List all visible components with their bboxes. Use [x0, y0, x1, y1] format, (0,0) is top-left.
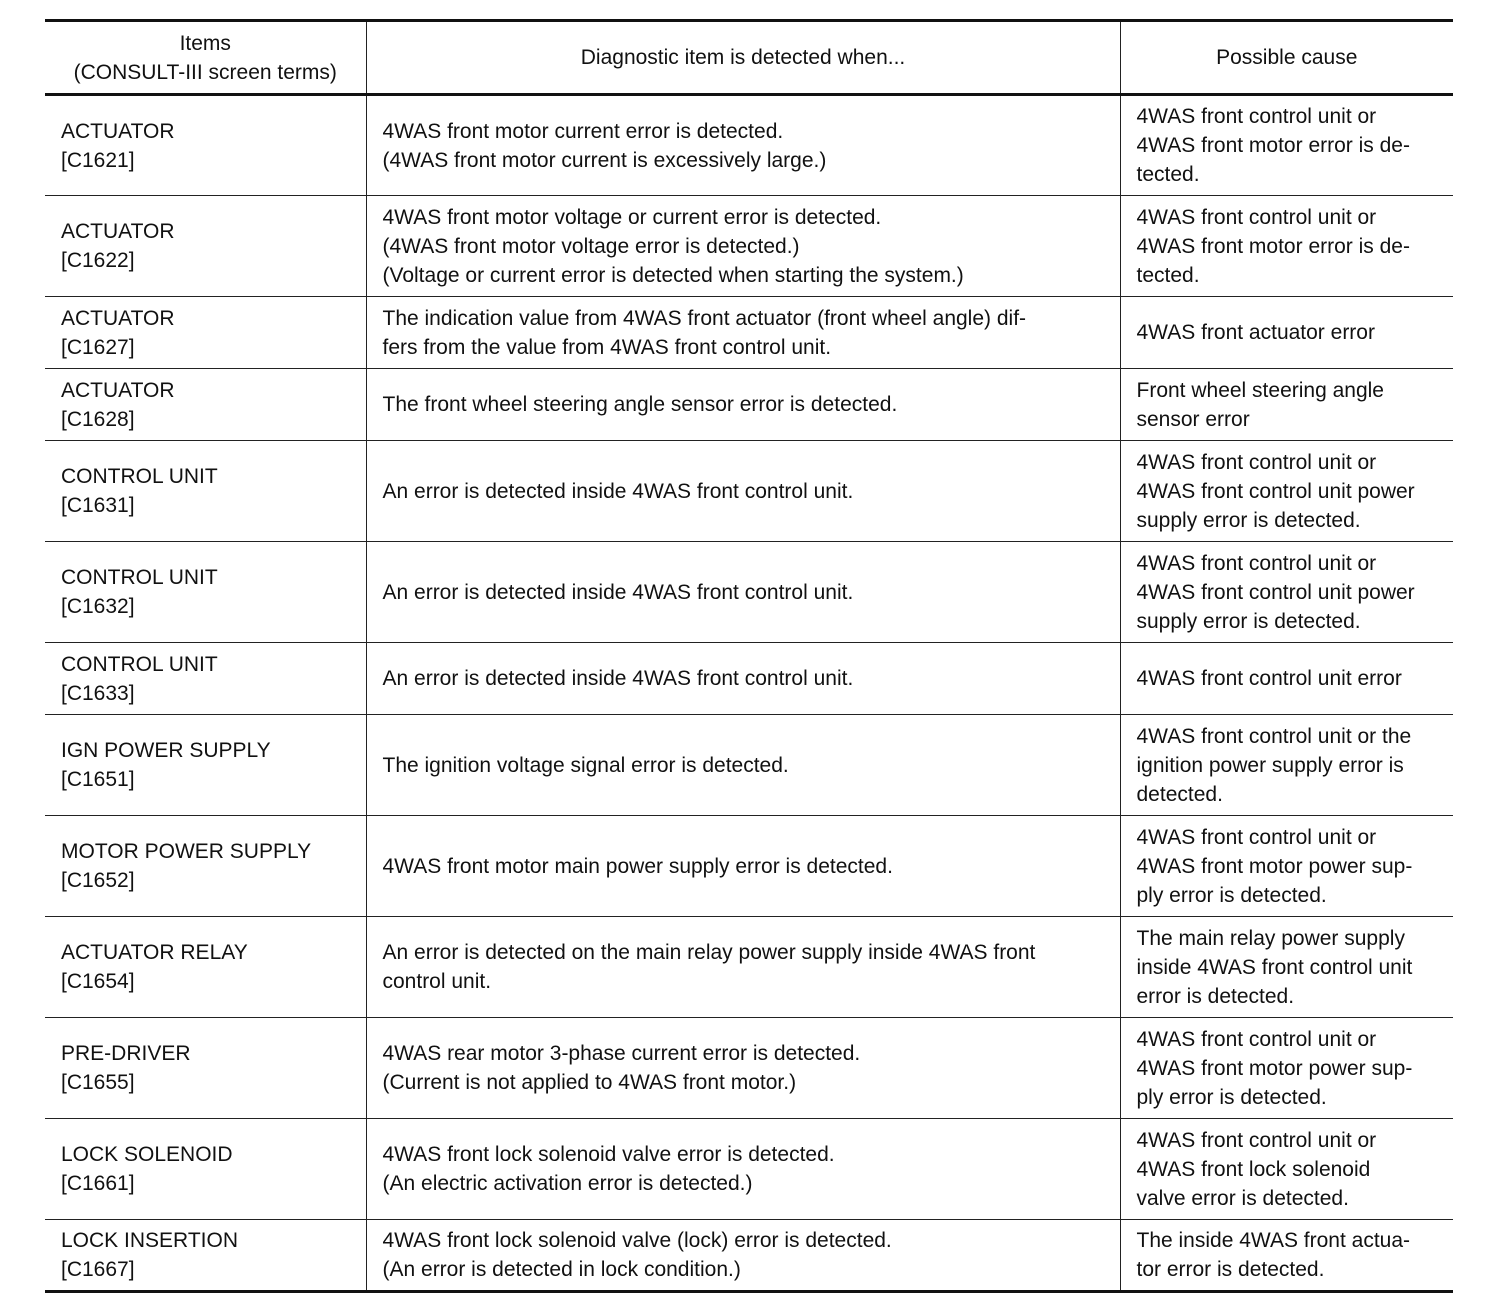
item-name: ACTUATOR [61, 220, 175, 243]
cause-line: 4WAS front motor power sup- [1136, 1056, 1413, 1080]
cause-cell [1120, 917, 1453, 1018]
detected-line: An error is detected inside 4WAS front control unit. [382, 667, 854, 690]
detected-cell [366, 1220, 1120, 1292]
item-name: ACTUATOR [61, 378, 175, 402]
cause-cell [1120, 1220, 1453, 1292]
detected-line: 4WAS front motor current error is detected. [382, 119, 784, 143]
header-items-line2: (CONSULT-III screen terms) [73, 60, 337, 84]
detected-line: 4WAS front motor voltage or current error is detected. [382, 205, 882, 229]
cause-line: tected. [1136, 263, 1200, 287]
cause-line: 4WAS front control unit or [1136, 1128, 1377, 1152]
table-row [45, 542, 1453, 643]
table-row [45, 1018, 1453, 1119]
item-cell [45, 715, 366, 816]
cause-line: 4WAS front motor error is de- [1136, 134, 1410, 157]
detected-cell [366, 196, 1120, 297]
item-cell [45, 95, 366, 196]
cause-line: 4WAS front control unit power [1136, 479, 1415, 503]
cause-cell [1120, 1119, 1453, 1220]
cause-line: supply error is detected. [1136, 609, 1361, 633]
table-row [45, 441, 1453, 542]
cause-line: 4WAS front motor error is de- [1136, 234, 1410, 258]
detected-cell [366, 95, 1120, 196]
table-body [45, 95, 1453, 1292]
cause-cell [1120, 542, 1453, 643]
cause-line: Front wheel steering angle [1136, 378, 1384, 402]
cause-line: sensor error [1136, 407, 1250, 431]
item-cell [45, 196, 366, 297]
cause-line: tor error is detected. [1136, 1258, 1325, 1281]
detected-cell [366, 297, 1120, 369]
detected-cell [366, 1119, 1120, 1220]
item-code: [C1651] [61, 768, 135, 791]
detected-line: An error is detected on the main relay power supply inside 4WAS front [382, 941, 1036, 964]
item-cell [45, 1018, 366, 1119]
cause-line: 4WAS front control unit or [1136, 105, 1377, 128]
detected-cell [366, 643, 1120, 715]
item-name: MOTOR POWER SUPPLY [61, 840, 312, 863]
item-name: CONTROL UNIT [61, 566, 218, 589]
cause-line: tected. [1136, 163, 1200, 186]
cause-line: 4WAS front control unit or [1136, 205, 1377, 229]
item-cell [45, 441, 366, 542]
cause-line: 4WAS front actuator error [1136, 321, 1375, 344]
detected-cell [366, 542, 1120, 643]
detected-cell [366, 441, 1120, 542]
detected-line: 4WAS front lock solenoid valve error is detected. [382, 1143, 835, 1166]
cause-cell [1120, 297, 1453, 369]
cause-cell [1120, 816, 1453, 917]
item-name: PRE-DRIVER [61, 1042, 191, 1065]
table-row [45, 715, 1453, 816]
item-code: [C1621] [61, 148, 135, 172]
cause-line: 4WAS front control unit or [1136, 450, 1377, 474]
cause-line: The main relay power supply [1136, 926, 1405, 950]
cause-cell [1120, 441, 1453, 542]
item-code: [C1667] [61, 1258, 135, 1281]
cause-line: 4WAS front control unit error [1136, 667, 1402, 690]
item-cell [45, 297, 366, 369]
table-row [45, 95, 1453, 196]
item-cell [45, 369, 366, 441]
detected-line: (4WAS front motor voltage error is detected.) [382, 234, 800, 258]
item-name: CONTROL UNIT [61, 465, 218, 488]
item-code: [C1628] [61, 407, 135, 431]
item-cell [45, 542, 366, 643]
item-name: LOCK SOLENOID [61, 1143, 233, 1166]
table-row [45, 643, 1453, 715]
item-cell [45, 643, 366, 715]
item-code: [C1661] [61, 1172, 135, 1195]
cause-cell [1120, 715, 1453, 816]
detected-cell [366, 369, 1120, 441]
detected-line: 4WAS rear motor 3-phase current error is detected. [382, 1042, 861, 1065]
cause-line: 4WAS front control unit or [1136, 551, 1377, 575]
table-row [45, 369, 1453, 441]
table-header [45, 21, 1453, 95]
detected-line: (An electric activation error is detected.) [382, 1172, 753, 1195]
table-row [45, 196, 1453, 297]
cause-line: 4WAS front lock solenoid [1136, 1157, 1371, 1181]
detected-line: (Voltage or current error is detected when starting the system.) [382, 263, 964, 287]
item-code: [C1652] [61, 869, 135, 892]
item-name: ACTUATOR [61, 306, 175, 330]
detected-line: 4WAS front motor main power supply error is detected. [382, 854, 893, 878]
cause-cell [1120, 196, 1453, 297]
detected-line: control unit. [382, 970, 492, 993]
item-code: [C1627] [61, 335, 135, 359]
detected-line: An error is detected inside 4WAS front control unit. [382, 479, 854, 503]
item-name: LOCK INSERTION [61, 1229, 238, 1252]
detected-cell [366, 917, 1120, 1018]
cause-line: ply error is detected. [1136, 883, 1327, 907]
cause-line: error is detected. [1136, 984, 1295, 1008]
detected-line: fers from the value from 4WAS front control unit. [382, 335, 832, 359]
table-row [45, 297, 1453, 369]
cause-line: ignition power supply error is [1136, 753, 1404, 777]
cause-line: 4WAS front control unit or the [1136, 724, 1412, 748]
cause-line: detected. [1136, 782, 1223, 806]
detected-line: (Current is not applied to 4WAS front motor.) [382, 1071, 797, 1094]
cause-line: valve error is detected. [1136, 1186, 1349, 1210]
item-code: [C1655] [61, 1071, 135, 1094]
item-code: [C1633] [61, 681, 135, 705]
item-name: ACTUATOR RELAY [61, 941, 248, 964]
item-cell [45, 1220, 366, 1292]
table-row [45, 917, 1453, 1018]
cause-line: ply error is detected. [1136, 1085, 1327, 1109]
cause-line: 4WAS front motor power sup- [1136, 854, 1413, 878]
item-cell [45, 1119, 366, 1220]
detected-line: The ignition voltage signal error is detected. [382, 753, 789, 777]
cause-line: The inside 4WAS front actua- [1136, 1229, 1411, 1252]
diagnostic-table [45, 19, 1453, 1293]
table-row [45, 1119, 1453, 1220]
item-name: ACTUATOR [61, 119, 175, 143]
item-code: [C1622] [61, 249, 135, 272]
item-name: CONTROL UNIT [61, 652, 218, 676]
header-cause: Possible cause [1120, 21, 1453, 95]
detected-line: (An error is detected in lock condition.) [382, 1258, 741, 1281]
table-row [45, 816, 1453, 917]
item-cell [45, 816, 366, 917]
table-row [45, 1220, 1453, 1292]
item-code: [C1654] [61, 970, 135, 993]
cause-line: 4WAS front control unit power [1136, 580, 1415, 604]
cause-line: supply error is detected. [1136, 508, 1361, 532]
header-detected: Diagnostic item is detected when... [366, 21, 1120, 95]
detected-line: The indication value from 4WAS front actuator (front wheel angle) dif- [382, 306, 1027, 330]
detected-line: 4WAS front lock solenoid valve (lock) error is detected. [382, 1229, 892, 1252]
header-items-line1: Items [179, 31, 231, 55]
detected-line: An error is detected inside 4WAS front control unit. [382, 580, 854, 604]
detected-cell [366, 715, 1120, 816]
cause-cell [1120, 95, 1453, 196]
item-cell [45, 917, 366, 1018]
item-code: [C1631] [61, 494, 135, 517]
detected-cell [366, 816, 1120, 917]
cause-line: 4WAS front control unit or [1136, 1027, 1377, 1051]
cause-cell [1120, 1018, 1453, 1119]
item-code: [C1632] [61, 595, 135, 618]
cause-line: inside 4WAS front control unit [1136, 955, 1413, 979]
detected-cell [366, 1018, 1120, 1119]
cause-cell [1120, 643, 1453, 715]
cause-line: 4WAS front control unit or [1136, 825, 1377, 849]
detected-line: The front wheel steering angle sensor error is detected. [382, 393, 898, 416]
detected-line: (4WAS front motor current is excessively large.) [382, 148, 827, 172]
cause-cell [1120, 369, 1453, 441]
item-name: IGN POWER SUPPLY [61, 739, 271, 762]
header-items [45, 21, 366, 95]
